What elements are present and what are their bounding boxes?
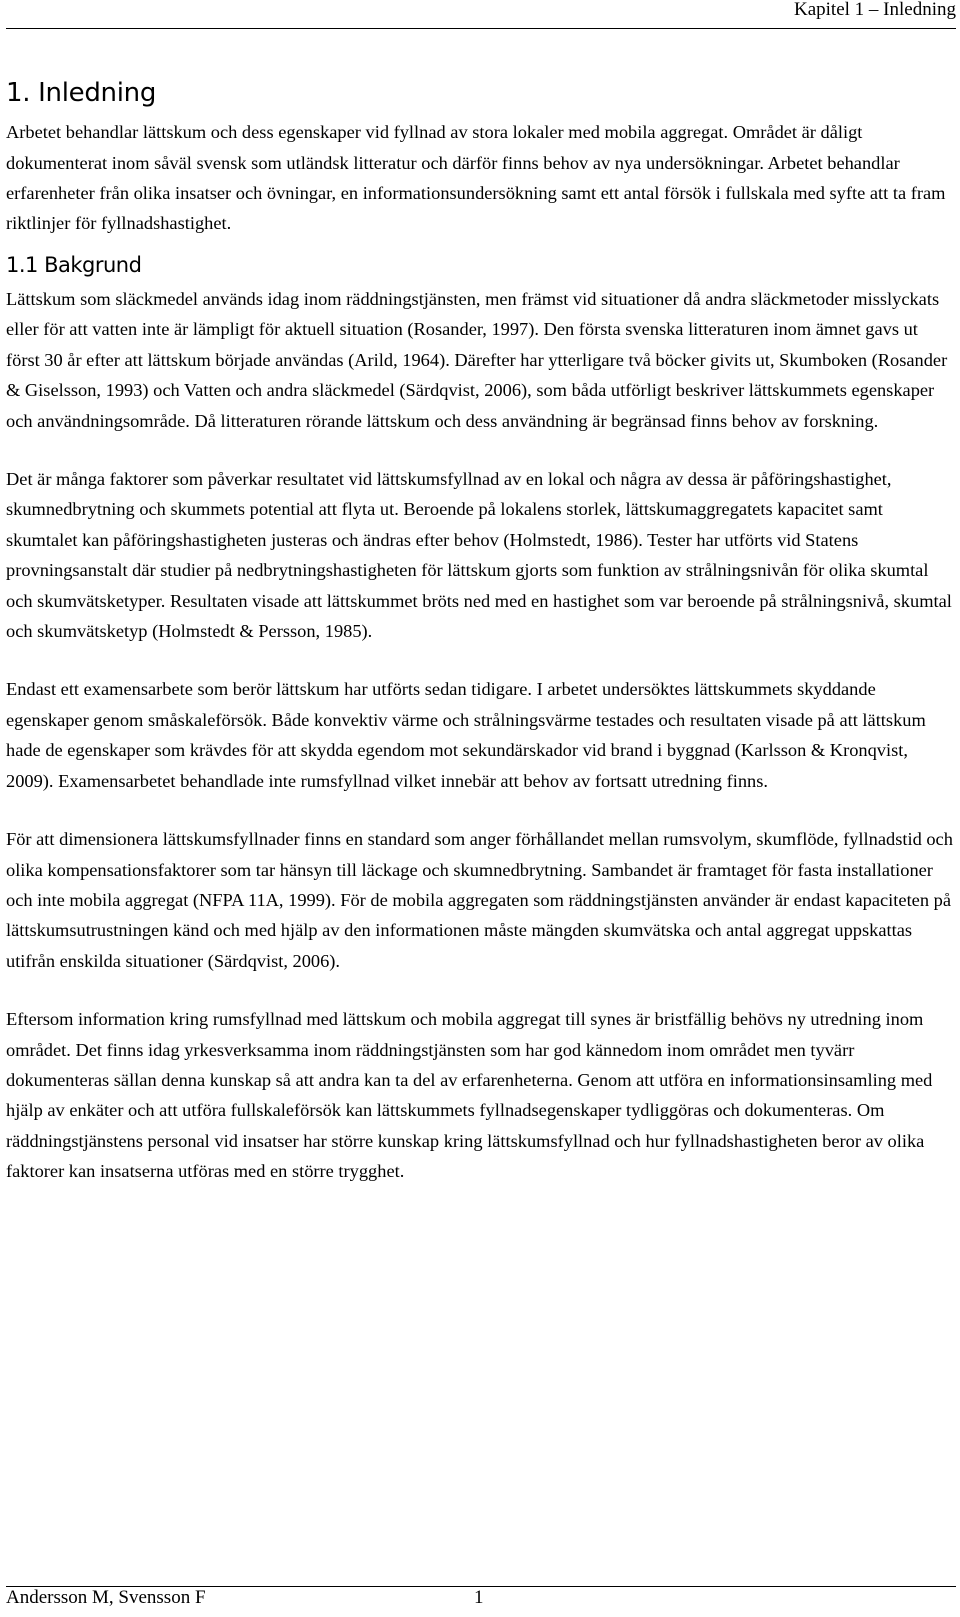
bakgrund-paragraph-5: Eftersom information kring rumsfyllnad med lättskum och mobila aggregat till synes är bristfällig behövs ny utredning inom området. Det finns idag yrkesverksamma inom räddningstjänsten som har god kännedom inom området men tyvärr dokumenteras sällan denna kunskap så att andra kan ta del av erfarenheterna. Genom att utföra en informationsinsamling med hjälp av enkäter och att utföra fullskaleförsök kan lättskummets fyllnadsegenskaper tydliggöras och dokumenteras. Om räddningstjänstens personal vid insatser har större kunskap kring lättskumsfyllnad och hur fyllnadshastigheten beror av olika faktorer kan insatserna utföras med en större trygghet. bbox=[6, 1009, 933, 1182]
section-title-bakgrund: 1.1 Bakgrund bbox=[6, 252, 142, 277]
bakgrund-paragraph-3: Endast ett examensarbete som berör lättskum har utförts sedan tidigare. I arbetet undersöktes lättskummets skyddande egenskaper genom småskaleförsök. Både konvektiv värme och strålningsvärme testades och resultaten visade på att lättskum hade de egenskaper som krävdes för att skydda egendom mot sekundärskador vid brand i byggnad (Karlsson & Kronqvist, 2009). Examensarbetet behandlade inte rumsfyllnad vilket innebär att behov av fortsatt utredning finns. bbox=[6, 679, 926, 791]
section-title-inledning: 1. Inledning bbox=[6, 78, 157, 108]
page-footer bbox=[6, 1586, 956, 1615]
bakgrund-paragraph-2: Det är många faktorer som påverkar resultatet vid lättskumsfyllnad av en lokal och några av dessa är påföringshastighet, skumnedbrytning och skummets potential att flyta ut. Beroende på lokalens storlek, lättskumaggregatets kapacitet samt skumtalet kan påföringshastigheten justeras och ändras efter behov (Holmstedt, 1986). Tester har utförts vid Statens provningsanstalt där studier på nedbrytningshastigheten för lättskum gjorts som funktion av strålningsnivån för olika skumtal och skumvätsketyper. Resultaten visade att lättskummet bröts ned med en hastighet som var beroende på strålningsnivå, skumtal och skumvätsketyp (Holmstedt & Persson, 1985). bbox=[6, 469, 952, 642]
footer-authors: Andersson M, Svensson F bbox=[6, 1587, 206, 1608]
page-header bbox=[6, 0, 956, 29]
page-number: 1 bbox=[474, 1587, 484, 1608]
bakgrund-paragraph-4: För att dimensionera lättskumsfyllnader finns en standard som anger förhållandet mellan rumsvolym, skumflöde, fyllnadstid och olika kompensationsfaktorer som tar hänsyn till läckage och skumnedbrytning. Sambandet är framtaget för fasta installationer och inte mobila aggregat (NFPA 11A, 1999). För de mobila aggregaten som räddningstjänsten använder är endast kapaciteten på lättskumsutrustningen känd och med hjälp av den informationen måste mängden skumvätska och antal aggregat uppskattas utifrån enskilda situationer (Särdqvist, 2006). bbox=[6, 829, 953, 971]
intro-paragraph: Arbetet behandlar lättskum och dess egenskaper vid fyllnad av stora lokaler med mobila aggregat. Området är dåligt dokumenterat inom såväl svensk som utländsk litteratur och därför finns behov av nya undersökningar. Arbetet behandlar erfarenheter från olika insatser och övningar, en informationsundersökning samt ett antal försök i fullskala med syfte att ta fram riktlinjer för fyllnadshastighet. bbox=[6, 122, 946, 234]
bakgrund-paragraph-1: Lättskum som släckmedel används idag inom räddningstjänsten, men främst vid situationer då andra släckmetoder misslyckats eller för att vatten inte är lämpligt för aktuell situation (Rosander, 1997). Den första svenska litteraturen inom ämnet gavs ut först 30 år efter att lättskum började användas (Arild, 1964). Därefter har ytterligare två böcker givits ut, Skumboken (Rosander & Giselsson, 1993) och Vatten och andra släckmedel (Särdqvist, 2006), som båda utförligt beskriver lättskummets egenskaper och användningsområde. Då litteraturen rörande lättskum och dess användning är begränsad finns behov av forskning. bbox=[6, 289, 948, 431]
document-body bbox=[6, 78, 954, 1187]
chapter-header-text: Kapitel 1 – Inledning bbox=[794, 0, 956, 20]
